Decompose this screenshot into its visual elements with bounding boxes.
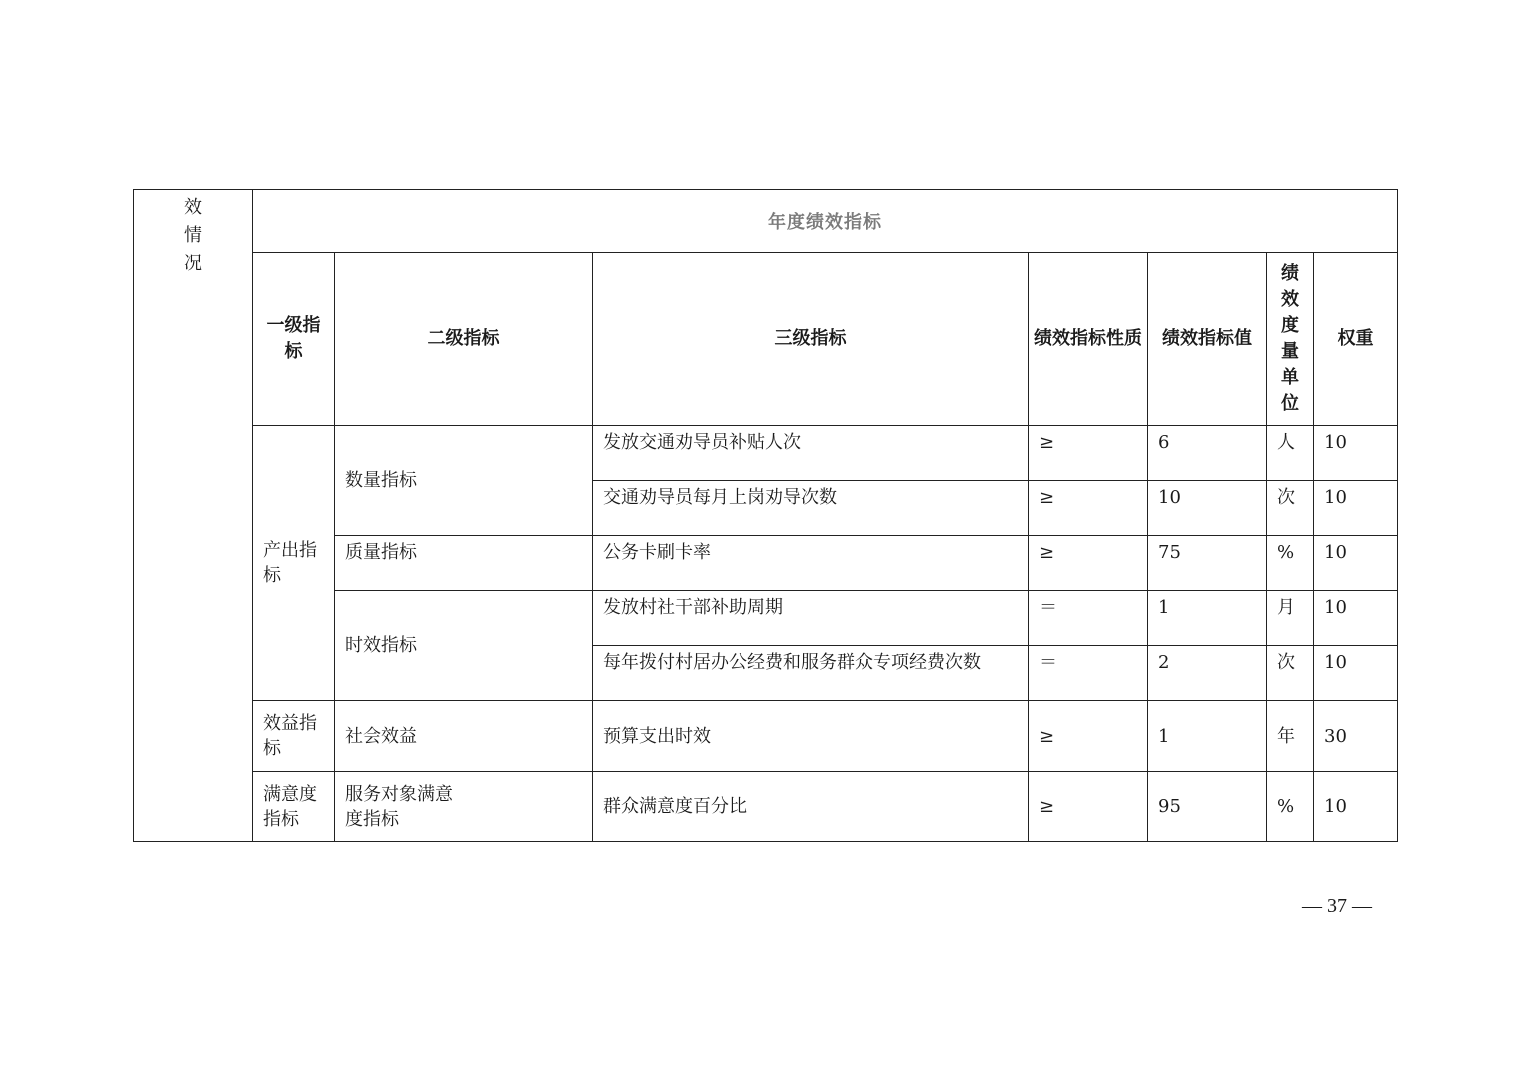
weight-cell: 10 xyxy=(1314,481,1398,536)
level3-cell: 群众满意度百分比 xyxy=(593,772,1029,842)
level2-cell: 时效指标 xyxy=(335,591,593,701)
unit-cell: % xyxy=(1267,536,1314,591)
header-level1: 一级指标 xyxy=(253,253,335,426)
header-level3: 三级指标 xyxy=(593,253,1029,426)
weight-cell: 10 xyxy=(1314,772,1398,842)
value-cell: 6 xyxy=(1148,426,1267,481)
performance-indicator-table xyxy=(133,189,1398,842)
level1-cell: 效益指标 xyxy=(253,701,335,772)
page-number: — 37 — xyxy=(1302,895,1372,917)
level2-cell: 数量指标 xyxy=(335,426,593,536)
weight-cell: 10 xyxy=(1314,426,1398,481)
nature-cell: ≥ xyxy=(1029,701,1148,772)
nature-cell: ≥ xyxy=(1029,536,1148,591)
weight-cell: 10 xyxy=(1314,646,1398,701)
nature-cell: ≥ xyxy=(1029,426,1148,481)
weight-cell: 30 xyxy=(1314,701,1398,772)
level2-cell: 质量指标 xyxy=(335,536,593,591)
value-cell: 95 xyxy=(1148,772,1267,842)
level1-cell: 满意度指标 xyxy=(253,772,335,842)
level2-cell: 服务对象满意度指标 xyxy=(335,772,593,842)
value-cell: 75 xyxy=(1148,536,1267,591)
header-nature: 绩效指标性质 xyxy=(1029,253,1148,426)
side-label: 效情况 xyxy=(184,197,202,274)
weight-cell: 10 xyxy=(1314,536,1398,591)
value-cell: 10 xyxy=(1148,481,1267,536)
nature-cell: ＝ xyxy=(1029,646,1148,701)
table-title: 年度绩效指标 xyxy=(253,190,1398,253)
level1-cell: 产出指标 xyxy=(253,426,335,701)
level3-cell: 交通劝导员每月上岗劝导次数 xyxy=(593,481,1029,536)
level3-cell: 发放交通劝导员补贴人次 xyxy=(593,426,1029,481)
value-cell: 2 xyxy=(1148,646,1267,701)
value-cell: 1 xyxy=(1148,591,1267,646)
value-cell: 1 xyxy=(1148,701,1267,772)
unit-cell: 人 xyxy=(1267,426,1314,481)
header-weight: 权重 xyxy=(1314,253,1398,426)
level2-cell: 社会效益 xyxy=(335,701,593,772)
unit-cell: 月 xyxy=(1267,591,1314,646)
unit-cell: 次 xyxy=(1267,481,1314,536)
header-value: 绩效指标值 xyxy=(1148,253,1267,426)
weight-cell: 10 xyxy=(1314,591,1398,646)
header-level2: 二级指标 xyxy=(335,253,593,426)
level3-cell: 公务卡刷卡率 xyxy=(593,536,1029,591)
unit-cell: 年 xyxy=(1267,701,1314,772)
level3-cell: 预算支出时效 xyxy=(593,701,1029,772)
level3-cell: 发放村社干部补助周期 xyxy=(593,591,1029,646)
unit-cell: 次 xyxy=(1267,646,1314,701)
nature-cell: ≥ xyxy=(1029,772,1148,842)
header-unit: 绩效度量单位 xyxy=(1267,253,1314,426)
side-label-cell xyxy=(134,190,253,842)
level3-cell: 每年拨付村居办公经费和服务群众专项经费次数 xyxy=(593,646,1029,701)
nature-cell: ＝ xyxy=(1029,591,1148,646)
nature-cell: ≥ xyxy=(1029,481,1148,536)
unit-cell: % xyxy=(1267,772,1314,842)
